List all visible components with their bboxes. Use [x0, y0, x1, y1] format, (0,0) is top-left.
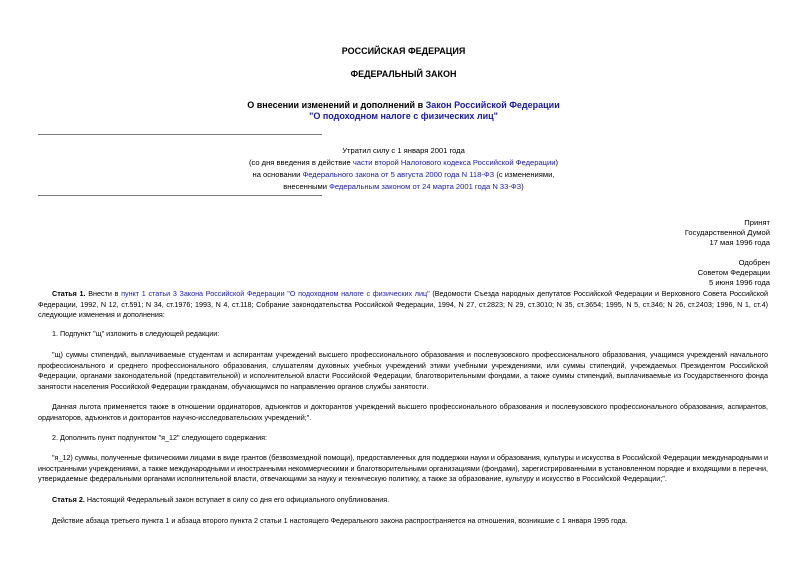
article-1-item-1-extra: Данная льгота применяется также в отношении ординаторов, адъюнктов и докторантов учреждений высшего профессионального образования и послевузовского профессионального образования, аспирантов, ординаторов, адъюнктов и докторантов научно-исследовательских учреждений;".	[38, 402, 768, 422]
law-article-link[interactable]: пункт 1 статьи 3 Закона Российской Федерации "О подоходном налоге с физических лиц"	[121, 289, 430, 298]
article-1-intro: Статья 1. Внести в пункт 1 статьи 3 Закона Российской Федерации "О подоходном налоге с физических лиц" (Ведомости Съезда народных депутатов Российской Федерации и Верховного Совета Российской Федерации, 1992, N 12, ст.591; N 34, ст.1976; 1993, N 4, ст.118; Собрание законодательства Российской Федерации, 1994, N 27, ст.2823; N 29, ст.3010; N 35, ст.3654; 1995, N 5, ст.346; N 26, ст.2403; 1996, N 1, ст.4) следующие изменения и дополнения:	[38, 289, 768, 320]
doc-type-heading: ФЕДЕРАЛЬНЫЙ ЗАКОН	[350, 69, 457, 79]
top-divider	[38, 134, 322, 135]
law-title-prefix: О внесении изменений и дополнений в	[247, 100, 426, 110]
law-title-link[interactable]: Закон Российской Федерации	[425, 100, 560, 110]
law-118-link[interactable]: Федерального закона от 5 августа 2000 года N 118-ФЗ	[302, 170, 495, 179]
adoption-duma: Принят Государственной Думой 17 мая 1996 года	[684, 218, 770, 247]
adoption-council: Одобрен Советом Федерации 5 июня 1996 года	[697, 258, 770, 287]
country-heading: РОССИЙСКАЯ ФЕДЕРАЦИЯ	[341, 46, 466, 56]
status-line-2: (со дня введения в действие части второй Налогового кодекса Российской Федерации)	[248, 158, 559, 167]
article-2-text: Статья 2. Настоящий Федеральный закон вступает в силу со дня его официального опубликования.	[52, 495, 390, 504]
law-33-link[interactable]: Федеральным законом от 24 марта 2001 года N 33-ФЗ	[329, 182, 522, 191]
law-title-link-2[interactable]: "О подоходном налоге с физических лиц"	[309, 111, 498, 121]
bottom-divider	[38, 195, 322, 196]
status-line-3: на основании Федерального закона от 5 августа 2000 года N 118-ФЗ (с изменениями,	[252, 170, 555, 179]
article-1-item-1-text: "щ) суммы стипендий, выплачиваемые студентам и аспирантам учреждений высшего профессионального образования и послевузовского профессионального образования, учащимся учреждений начального профессионального и среднего профессионального образования, слушателям духовных учебных учреждений этими учебными учреждениями, или суммы стипендий, учреждаемых Президентом Российской Федерации, органами законодательной (представительной) и исполнительной власти Российской Федерации, благотворительными фондами, а также суммы стипендий, выплачиваемые из Государственного фонда занятости населения Российской Федерации гражданам, обучающимся по направлению органов службы занятости.	[38, 350, 768, 391]
status-line-4: внесенными Федеральным законом от 24 марта 2001 года N 33-ФЗ)	[283, 182, 524, 191]
law-title	[0, 100, 807, 122]
status-line-1: Утратил силу с 1 января 2001 года	[342, 146, 465, 155]
article-2-extra: Действие абзаца третьего пункта 1 и абзаца второго пункта 2 статьи 1 настоящего Федерального закона распространяется на отношения, возникшие с 1 января 1995 года.	[52, 516, 628, 525]
status-note	[0, 145, 807, 193]
article-1-item-2-text: "я_12) суммы, полученные физическими лицами в виде грантов (безвозмездной помощи), предоставленных для поддержки науки и образования, культуры и искусства в Российской Федерации международными и иностранными учреждениями, а также международными и иностранными некоммерческими и благотворительными организациями (фондами), зарегистрированными в установленном порядке и входящими в перечни, утверждаемые федеральными органами исполнительной власти, отвечающими за науку и техническую политику, а также за образование, культуру и искусство в Российской Федерации;".	[38, 453, 768, 484]
tax-code-link[interactable]: части второй Налогового кодекса Российской Федерации	[352, 158, 556, 167]
article-2-label: Статья 2.	[52, 495, 85, 504]
article-1-label: Статья 1.	[52, 289, 86, 298]
article-1-item-1: 1. Подпункт "щ" изложить в следующей редакции:	[52, 329, 220, 338]
article-1-item-2: 2. Дополнить пункт подпунктом "я_12" следующего содержания:	[52, 433, 268, 442]
